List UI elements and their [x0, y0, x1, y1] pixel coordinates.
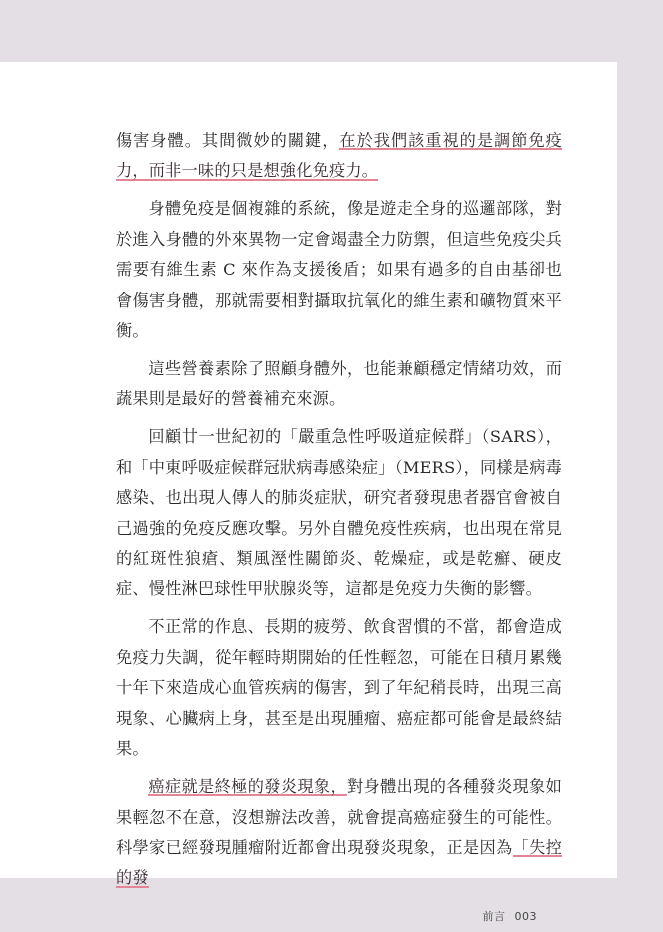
paragraph-5-text: 不正常的作息、長期的疲勞、飲食習慣的不當，都會造成免疫力失調，從年輕時期開始的任性輕忽，可能在日積月累幾十年下來造成心血管疾病的傷害，到了年紀稍長時，出現三高現象、心臟病上身，甚至是出現腫瘤、癌症都可能會是最終結果。: [116, 617, 562, 759]
paragraph-3-text: 這些營養素除了照顧身體外，也能兼顧穩定情緒功效，而蔬果則是最好的營養補充來源。: [116, 359, 562, 409]
top-gray-band: [0, 0, 663, 62]
highlighted-phrase: 在於我們該重視的是調節免疫力，而非一味的只是想強化免疫力。: [116, 131, 562, 181]
paragraph-3: [116, 354, 562, 415]
right-gray-band: [617, 62, 663, 878]
paragraph-5: [116, 612, 562, 764]
book-page: [0, 62, 617, 923]
paragraph-4: [116, 422, 562, 604]
page-footer: [483, 908, 538, 924]
section-label: 前言: [482, 910, 506, 923]
paragraph-2: [116, 194, 562, 346]
highlighted-phrase: 癌症就是終極的發炎現象，: [148, 777, 347, 797]
paragraph-2-text: 身體免疫是個複雜的系統，像是遊走全身的巡邏部隊，對於進入身體的外來異物一定會竭盡全力防禦，但這些免疫尖兵需要有維生素 C 來作為支援後盾；如果有過多的自由基卻也會傷害身體，那就需要相對攝取抗氧化的維生素和礦物質來平衡。: [116, 199, 562, 341]
paragraph-4-text: 回顧廿一世紀初的「嚴重急性呼吸道症候群」（SARS），和「中東呼吸症候群冠狀病毒感染症」（MERS），同樣是病毒感染、也出現人傳人的肺炎症狀，研究者發現患者器官會被自己過強的免疫反應攻擊。另外自體免疫性疾病，也出現在常見的紅斑性狼瘡、類風溼性關節炎、乾燥症，或是乾癬、硬皮症、慢性淋巴球性甲狀腺炎等，這都是免疫力失衡的影響。: [116, 427, 562, 599]
body-text: [116, 126, 562, 901]
page-number: 003: [514, 910, 537, 923]
paragraph-6: [116, 772, 562, 894]
paragraph-1: [116, 126, 562, 187]
paragraph-6-text: 對身體出現的各種發炎現象如果輕忽不在意，沒想辦法改善，就會提高癌症發生的可能性。科學家已經發現腫瘤附近都會出現發炎現象，正是因為: [116, 777, 562, 857]
paragraph-1-text: 傷害身體。其間微妙的關鍵，: [116, 131, 340, 150]
highlighted-phrase: 「失控的發: [116, 837, 562, 888]
